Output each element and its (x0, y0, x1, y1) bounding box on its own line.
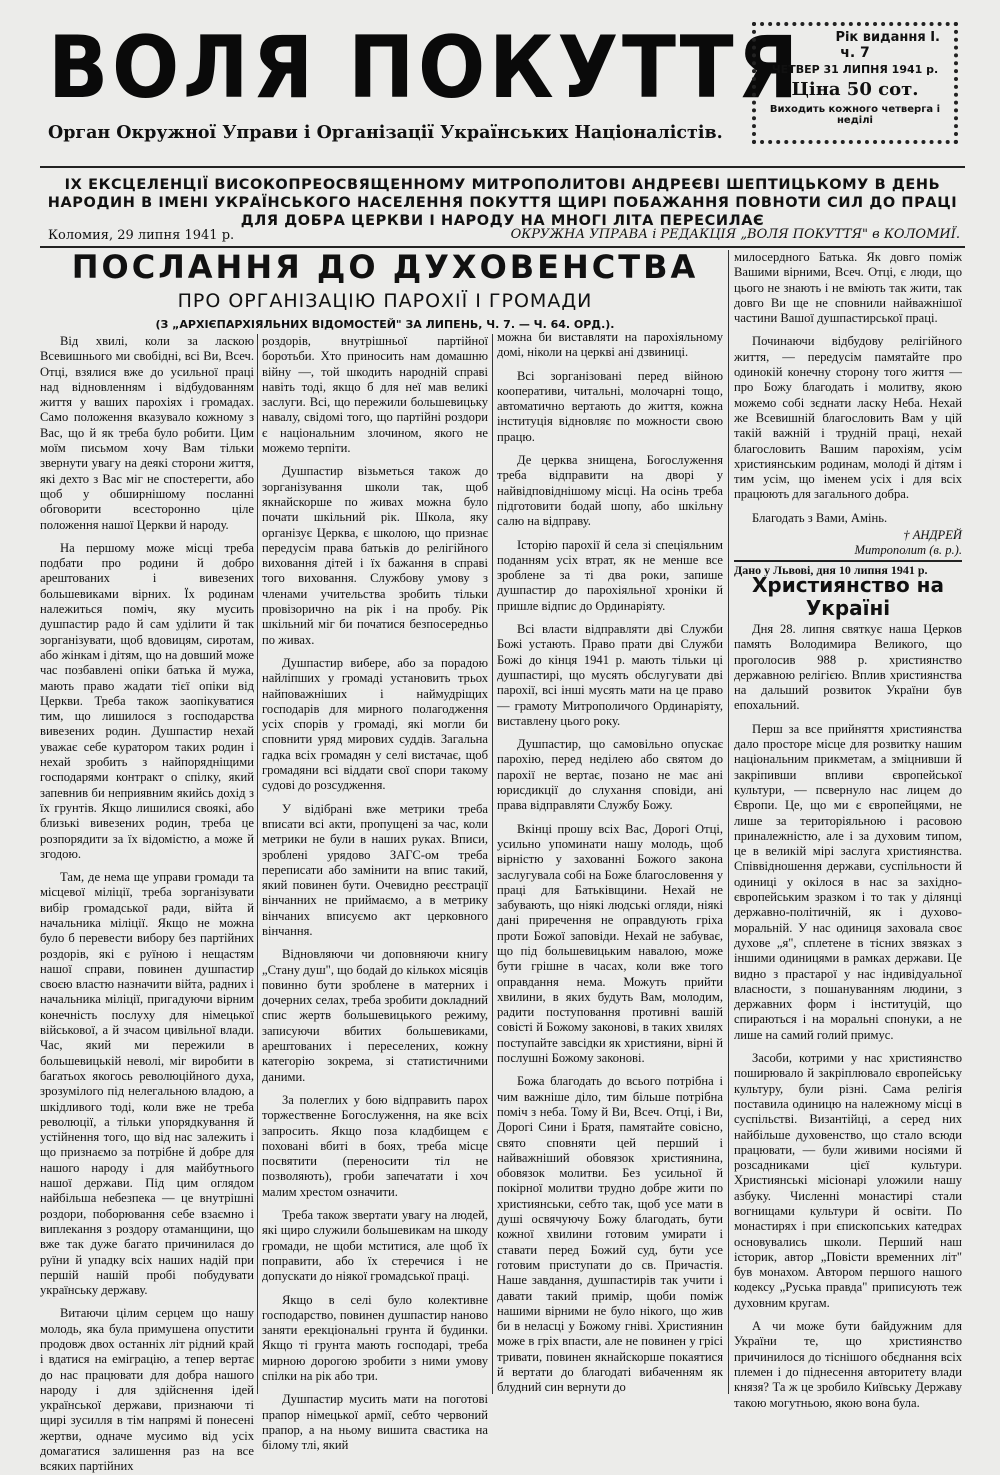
article2-column (734, 622, 962, 1410)
paragraph: Благодать з Вами, Амінь. (752, 510, 888, 525)
issue-date: ЧЕТВЕР 31 ЛИПНЯ 1941 р. (771, 63, 939, 76)
paragraph: можна би виставляти на парохіяльному домі, ніколи на церкві ані дзвиниці. (497, 330, 723, 360)
paragraph: Душпастир, що самовільно опускає парохію, перед неділею або святом до парохії не вертає, позано не має ані юрисдикції до слухання сповіди, ані права відправляти Службу Божу. (497, 737, 723, 813)
greeting-signature: ОКРУЖНА УПРАВА і РЕДАКЦІЯ „ВОЛЯ ПОКУТТЯ" в КОЛОМИЇ. (510, 227, 960, 242)
article-column-3 (497, 330, 723, 1395)
masthead-subtitle: Орган Окружної Управи і Організації Українських Націоналістів. (48, 122, 723, 143)
issue-schedule: Виходить кожного четверга і неділі (769, 104, 941, 126)
paragraph: Вкінці прошу всіх Вас, Дорогі Отці, усильно упоминати нашу молодь, щоб вірністю у захованні Божого закона заслугувала собі на Боже благословення у праці для Батьківщини. Нехай не забувають, що ніякі людські огляди, ніякі дані приречення не оправдують гріха проти Божої заповіди. Нехай не забуває, що під большевицьким навалою, може бути грішне в часах, коли вже того оправдання нема. Можуть прийти хвилини, в яких будуть Вам, молодим, радити поступовання противні вашій совісті й Божому законові, в таких хвилях поступайте завсідки як християни, вірні й послушні Божому законові. (497, 821, 723, 1066)
paragraph: Перш за все прийняття християнства дало просторе місце для розвитку нашим національним прикметам, а зміцнивши й закріпивши впливи європейської культури, — псвернуло нас лицем до Європи. Це, що ми є європейцями, не лише за територіяльною і расовою приналежністю, але і за духовим типом, це в великій мірі заслуга християнства. Співвідношення держави, суспільности й одиниці у окілося в нас за західно-європейським зразком і то так у ділянці державно-політичній, як і духово-моральній. У нас одиниця заховала своє духове „я", сплетене в тісних звязках з іншими одиницями в рамках держави. Це видно з прастарої у нас індивідуальної власности, з пошануванням людини, з державних форм і інституцій, що спираються і на моральні спонуки, а не лише на самий голий примус. (734, 721, 962, 1042)
paragraph: Відновляючи чи доповняючи книгу „Стану душ", що бодай до кількох місяців повинно бути зроблене в матерних і дочерних селах, треба зробити докладний спис жертв большевицького режиму, записуючи вбитих большевиками, арештованих і переселених, кожну категорію зокрема, зі статистичними даними. (262, 947, 488, 1084)
paragraph: Душпастир мусить мати на поготові прапор німецької армії, себто червоний прапор, а на ньому вишита свастика на білому тлі, який (262, 1392, 488, 1453)
paragraph: Починаючи відбудову релігійного життя, — передусім памятайте про одинокій конечну сторону того життя — про Божу благодать і молитву, якою можемо собі зєднати ласку Неба. Нехай же Всевишній благословить Вам у цій такій важній і трудній праці, нехай благословить Вашим парохіям, усім християнським родинам, молоді й дітям і тим усім, що іменем усіх і для всіх працюють для загального добра. (734, 334, 962, 502)
paragraph: Всі зорганізовані перед війною кооперативи, читальні, молочарні тощо, автоматично вертають до життя, кожна інституція відновляє по можности свою працю. (497, 368, 723, 444)
issue-year: Рік видання І. (835, 30, 940, 45)
signature-title: Митрополит (в. р.). (854, 543, 962, 558)
masthead-title: ВОЛЯ ПОКУТТЯ (48, 18, 802, 118)
paragraph: Від хвилі, коли за ласкою Всевишнього ми свобідні, всі Ви, Всеч. Отці, взялися вже до усильної праці над відновленням і відбудованням життя у ваших парохіях і громадах. Само положення вказувало кожному з Вас, що й як треба було робити. Цим моїм письмом хочу Вам тільки звернути увагу на деякі сторони життя, які дехто з Вас міг не спостерегти, або щоб у обширнішому посланні обговорити всесторонно ціле положення нашої Церкви й народу. (40, 334, 254, 532)
article-column-4-continuation (734, 250, 962, 578)
paragraph: Історію парохії й села зі спеціяльним поданням усіх втрат, як не менше все зроблене за ті два роки, запише душпастир до парохіяльної хроніки й пришле відпис до Ординаріяту. (497, 537, 723, 613)
paragraph: милосердного Батька. Як довго поміж Вашими вірними, Всеч. Отці, є люди, що цього не знають і не вміють так жити, так довго Ви ще не сповнили найважнішої частини Вашої душпастирської праці. (734, 250, 962, 326)
paragraph: роздорів, внутрішньої партійної боротьби. Хто приносить нам домашню війну —, той шкодить народній справі навіть тоді, якщо б для неї мав великі заслуги. Всі, що пережили большевицьку навалу, свідомі того, що партійні роздори є національним злочином, якого не можемо терпіти. (262, 334, 488, 456)
article-subheadline: ПРО ОРГАНІЗАЦІЮ ПАРОХІЇ І ГРОМАДИ (177, 290, 593, 312)
paragraph: Дня 28. липня святкує наша Церков память Володимира Великого, що проголосив 988 р. християнство державною релігією. Вплив християнства на дальший розвиток України був епохальний. (734, 622, 962, 713)
paragraph: У відібрані вже метрики треба вписати всі акти, пропущені за час, коли метрики не були в наших руках. Вписи, зроблені урядово ЗАГС-ом треба переписати або замінити на впис такий, який повинен бути. Очевидно реєстрації вінчанних не приймаємо, а в метрику вінчаних вписуємо акт церковного вінчання. (262, 801, 488, 938)
paragraph: Треба також звертати увагу на людей, які щиро служили большевикам на шкоду громади, не щоби мститися, але щоб їх поправити, або їх стеречися і не допускати до ніякої громадської праці. (262, 1208, 488, 1284)
paragraph: Де церква знищена, Богослуження треба відправити на дворі у найвідповіднішому місці. На осінь треба підготовити бодай шопу, або шкільну салю на відправу. (497, 453, 723, 529)
column-divider (492, 334, 493, 1394)
signature-name: † АНДРЕЙ (903, 528, 962, 543)
article-column-1 (40, 334, 254, 1474)
paragraph: Душпастир візьметься також до зорганізування школи так, щоб якнайскорше по живах можна було почати шкільний рік. Школа, яку організує Церква, є школою, що признає передусім права батьків до релігійного виховання дітей і їх бажання в справі того виховання. Службову умову з членами учительства зробить тільки провізорично на рік і на пробу. Рік шкільний міг би початися безпосередньо по живах. (262, 464, 488, 647)
article-separator (734, 560, 962, 562)
issue-price: Ціна 50 сот. (791, 79, 919, 100)
greeting-text: ІХ ЕКСЦЕЛЕНЦІЇ ВИСОКОПРЕОСВЯЩЕННОМУ МИТРОПОЛИТОВІ АНДРЕЄВІ ШЕПТИЦЬКОМУ В ДЕНЬ НАРОДИН В ІМЕНІ УКРАЇНСЬКОГО НАСЕЛЕННЯ ПОКУТТЯ ЩИРІ ПОБАЖАННЯ ПОВНОТИ СИЛ ДО ПРАЦІ ДЛЯ ДОБРА ЦЕРКВИ І НАРОДУ НА МНОГІ ЛІТА ПЕРЕСИЛАЄ (47, 177, 958, 229)
issue-info-box (752, 22, 958, 144)
greeting-place-date: Коломия, 29 липня 1941 р. (48, 228, 235, 243)
paragraph: Душпастир вибере, або за порадою найліпших у громаді установить трьох найповажніших і наймудріщих господарів для мирного полагодження усіх спорів у громаді, які могли би сповнити уряд мирових суддів. Загальна гадка всіх громадян у селі вистачає, щоб громадяни всі віддати свої спори такому судові до розсудження. (262, 655, 488, 793)
article-column-2 (262, 334, 488, 1453)
paragraph: Витаючи цілим серцем що нашу молодь, яка була примушена опустити продовж двох останніх літ рідний край і вдатися на еміграцію, а тепер вертає до нас працювати для добра нашого народу і для здійснення ідей української держави, признаючи ті щирі зусилля в тім напрямі й понесені жертви, одначе мусимо від усіх домагатися залишення раз на все всяких партійних (40, 1306, 254, 1474)
paragraph: За полеглих у бою відправить парох торжественне Богослуження, на яке всіх запросить. Якщо поза кладбищем є поховані вбиті в боях, треба місце посвятити (переносити тіл не позволяють), гроби запечатати і хоч малим хрестом означити. (262, 1092, 488, 1199)
given-date: Дано у Львові, дня 10 липня 1941 р. (734, 562, 928, 577)
paragraph: Засоби, котрими у нас християнство поширювало й закріплювало європейську культуру, були різні. Сама релігія поставила одиницю на належному місці в суспільстві. Византійці, а серед них найбільше духовенство, що стало всюди працювати, — були живими носіями й розсадниками цієї культури. Християнські місіонарі уложили нашу азбуку. Численні монастирі стали вогнищами культури й освіти. По монастирях і при єпископських катедрах основувались школи. Перший наш історик, автор „Повісти временних літ" був монахом. Автором першого нашого кодексу „Руська правда" приписують теж духовним кругам. (734, 1051, 962, 1310)
article-source: (З „АРХІЄПАРХІЯЛЬНИХ ВІДОМОСТЕЙ" ЗА ЛИПЕНЬ, Ч. 7. — Ч. 64. ОРД.). (155, 318, 615, 331)
paragraph: Там, де нема ще управи громади та місцевої міліції, треба зорганізувати вибір громадської ради, війта й начальника міліції. Якщо не можна було б перевести вибору без партійних роздорів, які є руїною і нещастям нашої справи, повинен душпастир своєю властю назначити війта, радних і начальника міліції, пригадуючи вірним конечність послуху для німецької військової, а й зчасом цивільної влади. Час, який ми пережили в большевицькій неволі, міг виробити в багатьох якогось революційного духа, зрозумілого під нелегальною владою, а шкідливого тоді, коли вже не треба революції, а тільки упорядкування й устійнення того, що від нас залежить і що признаємо за потрібне й добре для нашого народу і для майбутнього нашої держави. Під цим оглядом найбільша небезпека — це внутрішні роздори, поборювання себе взаємно і виплекання з роздору отаманщини, що вже так дуже багато причинилася до руїни й упадку всіх наших надій при першій нашій пробі побудувати українську державу. (40, 870, 254, 1298)
paragraph: Всі власти відправляти дві Служби Божі устають. Право прати дві Служби Божі до кінця 1941 р. мають тільки ці душпастирі, що мусять обслугувати дві парохії, всі інші мусять мати на це право — грамоту Митрополичого Ординаріяту, виставлену цього року. (497, 622, 723, 728)
paragraph: На першому може місці треба подбати про родини й добро арештованих і вивезених большевиками вірних. Їх родинам належиться поміч, яку мусить душпастир радо й сам уділити й так зорганізувати, щоб вдовицям, сиротам, або жінкам і дітям, що на довший може час позбавлені опіки батька й мужа, мають право жадати тієї опіки від Церкви. Треба також заопікуватися тим, що лишилося з господарства вивезених родин. Душпастир нехай уважає себе куратором таких родин і нехай зробить з найпорядніщими господарями контракт о спілку, який запевнив би неприявним якийсь дохід з їх грунтів. Якщо лишилися своякі, або близькі вивезених родин, треба це розпорядити за їх відомістю, а може й згодою. (40, 540, 254, 861)
masthead-rule (40, 166, 965, 168)
paragraph: А чи може бути байдужним для України те, що християнство причинилося до тіснішого обєднання всіх племен і до піднесення авторитету влади князя? Та ж це зробило Київську Державу такою могутньою, якою вона була. (734, 1319, 962, 1410)
article-headline: ПОСЛАННЯ ДО ДУХОВЕНСТВА (71, 248, 699, 286)
issue-number: ч. 7 (840, 45, 870, 61)
article2-title: Християнство на Україні (752, 573, 944, 620)
column-divider (728, 250, 729, 1394)
column-divider (257, 334, 258, 1394)
paragraph: Якщо в селі було колективне господарство, повинен душпастир наново заняти ерекціональні грунта й будинки. Якщо ті грунта мають господарі, треба мирною дорогою зробити з ними умову спілки на рік або три. (262, 1292, 488, 1383)
paragraph: Божа благодать до всього потрібна і чим важніше діло, тим більше потрібна поміч з неба. Тому й Ви, Всеч. Отці, і Ви, Дорогі Сини і Братя, памятайте совісно, свято сповняти цей перший і найважніший обовязок християнина, обовязок молитви. Без усильної й покірної молитви трудно добре жити по християнськи, себто так, щоб усе мати в душі освячуючу Божу благодать, бути кожної хвилини готовим умирати і ставати перед Божий суд, бути усе готовим приступати до св. Причастія. Наше завдання, душпастирів так учити і давати такий примір, щоби поміж нашими вірними не було нікого, що жив би в неласці у Божому гніві. Християнин може в гріх впасти, але не повинен у грісі тривати, повинен якнайскорше покаятися й вертати до благодаті вибаченням як блудний син вернути до (497, 1074, 723, 1395)
